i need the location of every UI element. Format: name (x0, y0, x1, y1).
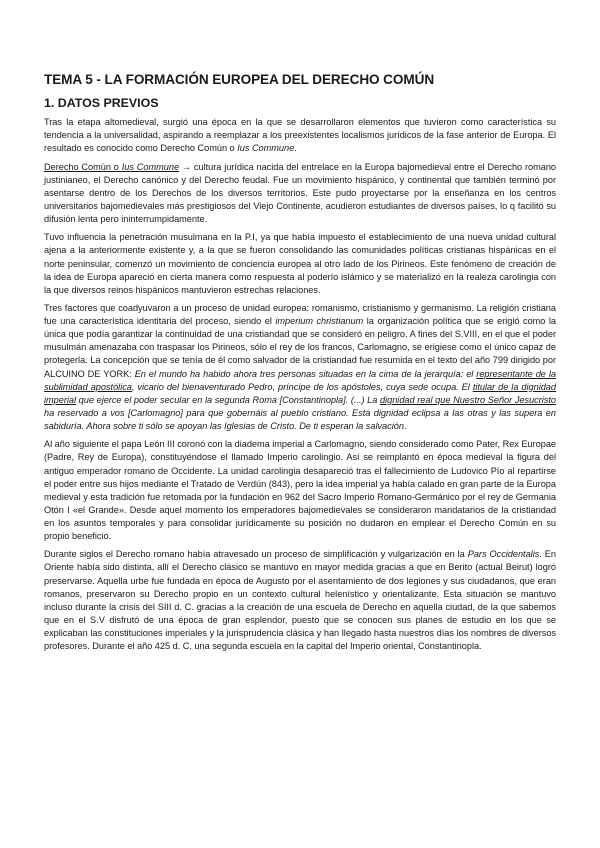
quote-underlined: dignidad real que Nuestro Señor Jesucristo (380, 394, 556, 405)
section-heading: 1. DATOS PREVIOS (44, 96, 159, 110)
text-run: → cultura jurídica nacida del entrelace en la Europa bajomedieval entre el Derecho romano justinianeo, el Derecho canónico y del Derecho feudal. Fue un movimiento hispánico, y continental que también terminó por asentarse dentro de los Derechos de los diversos territorios. Este pudo proyectarse por la enseñanza en los centros universitarios bajomedievales más prestigiosos del Viejo Continente, acudieron estudiantes de diversos países, lo q facilitó su difusión lenta pero ininterrumpidamente. (44, 161, 557, 224)
quote-run: que ejerce el poder secular en la segunda Roma [Constantinopla]. (...) La (76, 394, 381, 405)
text-run: Tres factores que coadyuvaron a un proceso de unidad europea: romanismo, cristianismo y germanismo. La religión cristiana fue una característica identitaria del proceso, siendo el (44, 303, 556, 327)
document-title: TEMA 5 - LA FORMACIÓN EUROPEA DEL DERECHO COMÚN (44, 72, 435, 87)
text-run: . (403, 420, 407, 431)
text-run: Tras la etapa altomedieval, surgió una época en la que se desarrollaron elementos que tuvieron como característica su tendencia a la universalidad, aspirando a reemplazar a los preexistentes localismos jurídicos de la fase anterior de Europa. El resultado es conocido como Derecho Común o (44, 117, 556, 154)
paragraph-definition (44, 161, 556, 226)
text-run: . (294, 143, 297, 154)
italic-term: imperium christianum (275, 316, 364, 327)
paragraph-three-factors (44, 302, 556, 433)
text-run: la organización política que se erigió como la única que podía garantizar la continuidad de una cristiandad que se consideró en peligro. A fines del S.VIII, en el que el poder musulmán amenazaba con traspasar los Pirineos, sólo el rey de los francos, Carlomagno, se erigiese como el único capaz de protegerla. La concepción que se tenía de él como salvador de la cristiandad fue resumida en el texto del año 799 dirigido por ALCUINO DE YORK: (44, 316, 557, 379)
underlined-term: Derecho Común o (44, 161, 122, 172)
paragraph-carolingian: Al año siguiente el papa León III coronó con la diadema imperial a Carlomagno, siendo considerado como Pater, Rex Europae (Padre, Rey de Europa), constituyéndose el llamado Imperio carolingio. Así se reimplantó en época medieval la figura del antiguo emperador romano de Occidente. La unidad carolingia desapareció tras el fallecimiento de Ludovico Pío al repartirse el poder entre sus hijos mediante el Tratado de Verdún (843), pero la idea imperial ya había calado en gran parte de la Europa medieval y esta tradición fue retomada por la fundación en 962 del Sacro Imperio Romano-Germánico por el rey de Germania Otón I «el Grande». Desde aquel momento los emperadores bajomedievales se consideraron mandatarios de la cristiandad en los asuntos temporales y para consolidar jurídicamente su posición no dudaron en emplear el Derecho Común en su propio beneficio. (44, 439, 556, 541)
italic-term: Ius Commune (237, 143, 295, 154)
paragraph-islam-influence: Tuvo influencia la penetración musulmana en la P.I, ya que había impuesto el establecimiento de una nueva unidad cultural ajena a la anteriormente existente y, a la que se fueron consolidando las comunidades políticas cristianas hispánicas en el norte peninsular, comenzó un movimiento de conciencia europea al otro lado de los Pirineos. Este fenómeno de creación de la idea de Europa apareció en cierta manera como respuesta al poderío islámico y se materializó en la realeza carolingia con la que diversos reinos hispánicos mantuvieron estrechas relaciones. (44, 232, 556, 295)
italic-term: Pars Occidentalis (467, 549, 540, 560)
text-run: . En Oriente había sido distinta, allí el Derecho clásico se mantuvo en mayor medida gracias a que en Berito (actual Beirut) logró preservarse. Aquella urbe fue fundada en época de Augusto por el asentamiento de dos legiones y sus ciudadanos, que eran romanos, preservaron su Derecho propio en un contexto cultural helenístico y orientalizante. Esta situación se mantuvo incluso durante la crisis del SIII d. C. gracias a la creación de una escuela de Derecho en aquella ciudad, de la que sabemos que en el S.V disfrutó de una época de gran esplendor, puesto que se conocen sus planes de estudio en los que se explicaban las constituciones imperiales y la jurisprudencia clásica y han llegado hasta nuestros días los nombres de diversos profesores. Durante el año 425 d. C. una segunda escuela en la capital del Imperio oriental, Constantinopla. (44, 549, 556, 652)
quote-underlined: titular de la dignidad imperial (44, 381, 556, 405)
paragraph-intro (44, 116, 556, 155)
paragraph-roman-law (44, 548, 556, 653)
quote-run: ha reservado a vos [Carlomagno] para que gobernáis al pueblo cristiano. Esta dignidad eclipsa a las otras y las supera en sabiduría. Ahora sobre ti sólo se apoyan las Iglesias de Cristo. De ti esperan la salvación (44, 407, 556, 431)
quote-run: , vicario del bienaventurado Pedro, príncipe de los apóstoles, cuya sede ocupa. El (131, 381, 473, 392)
text-run: Durante siglos el Derecho romano había atravesado un proceso de simplificación y vulgarización en la (44, 549, 468, 560)
quote-underlined: representante de la sublimidad apostólica (44, 368, 556, 392)
quote-run: En el mundo ha habido ahora tres personas situadas en la cima de la jerarquía: el (134, 368, 477, 379)
underlined-italic-term: Ius Commune (121, 161, 180, 172)
